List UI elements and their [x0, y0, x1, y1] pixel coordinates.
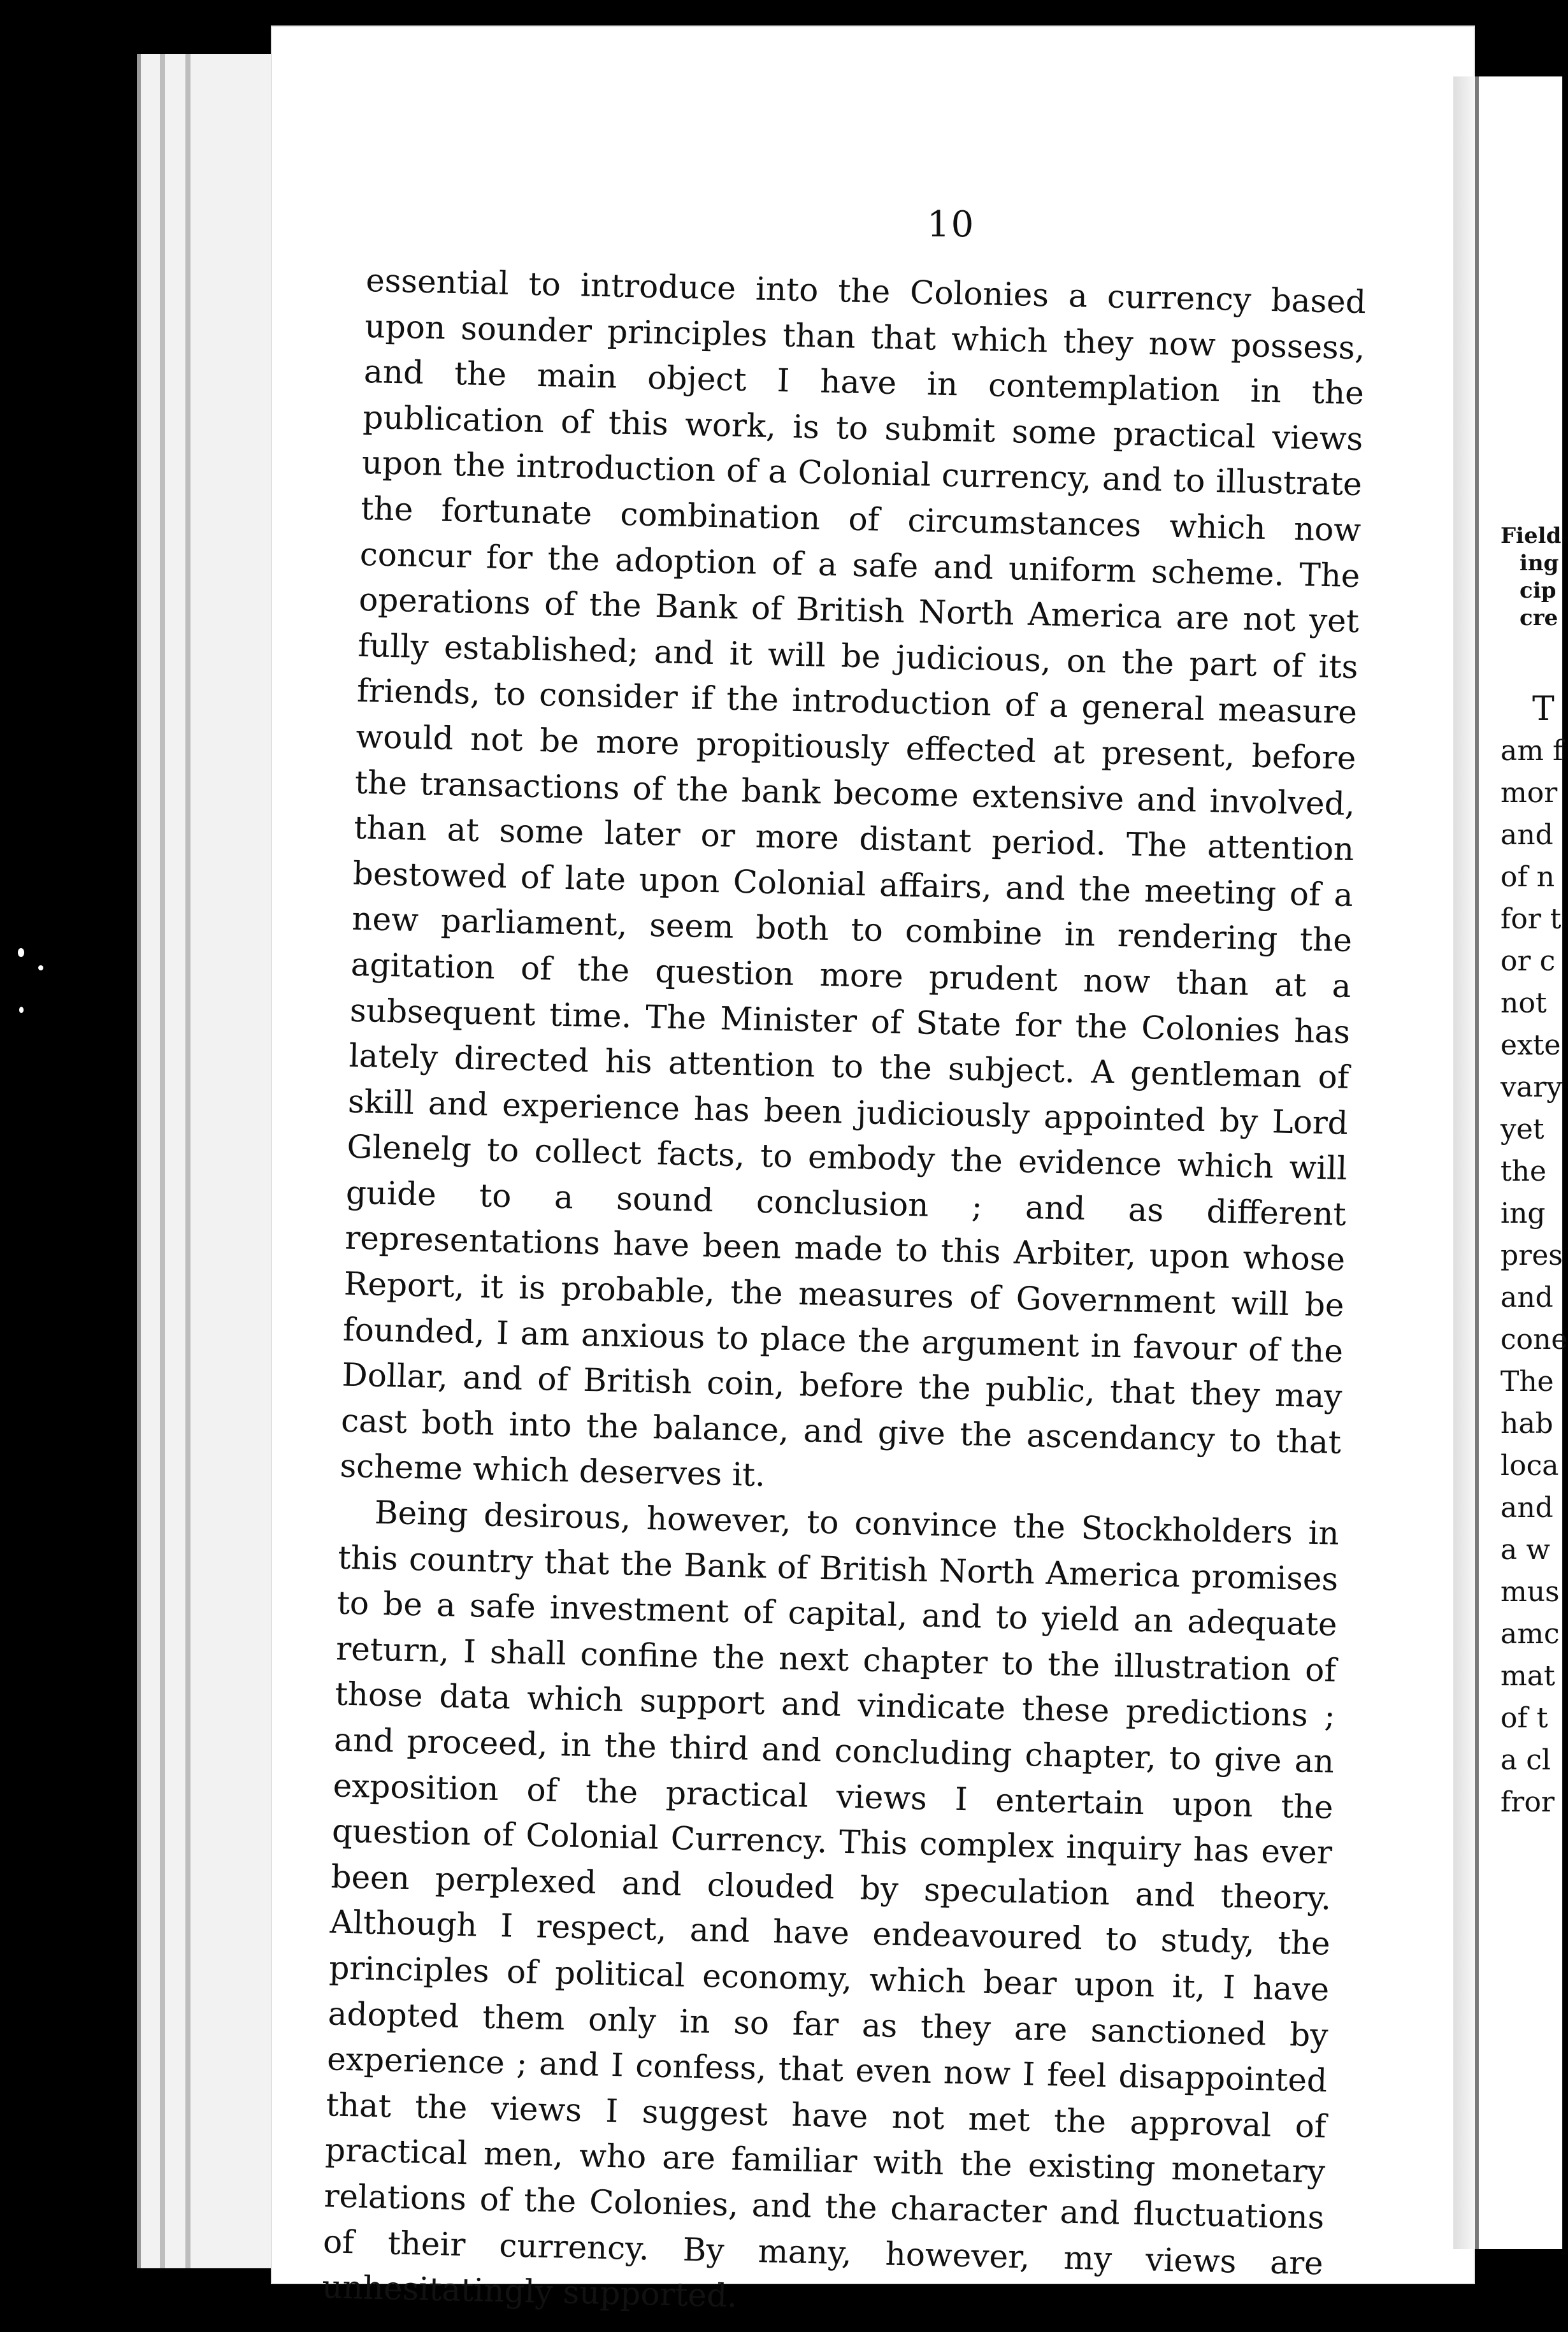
scan-speck	[18, 948, 24, 957]
facing-page-side-note	[1500, 522, 1561, 632]
facing-line: fror	[1500, 1786, 1555, 1818]
facing-line: mus	[1500, 1576, 1560, 1608]
facing-line: T	[1532, 690, 1555, 728]
page-number: 10	[927, 204, 975, 245]
page-edge-strip	[160, 54, 165, 2268]
facing-line: hab	[1500, 1407, 1553, 1440]
side-note-line: cre	[1520, 605, 1558, 631]
facing-line: of n	[1500, 861, 1555, 893]
facing-page-text	[1500, 688, 1568, 1824]
facing-line: and	[1500, 819, 1553, 851]
facing-line: the	[1500, 1155, 1547, 1188]
facing-line: The	[1500, 1365, 1554, 1398]
facing-line: amc	[1500, 1618, 1560, 1650]
side-note-line: cip	[1520, 578, 1557, 603]
facing-line: of t	[1500, 1702, 1548, 1734]
facing-line: cone	[1500, 1323, 1568, 1356]
facing-line: not	[1500, 987, 1547, 1019]
page-gutter	[1453, 76, 1475, 2249]
facing-line: for t	[1500, 903, 1562, 935]
facing-line: vary	[1500, 1071, 1562, 1104]
side-note-line: Field	[1500, 523, 1562, 549]
facing-line: mor	[1500, 777, 1558, 809]
facing-line: yet	[1500, 1113, 1544, 1146]
facing-line: mat	[1500, 1660, 1555, 1692]
facing-line: loca	[1500, 1450, 1559, 1482]
scan-speck	[38, 965, 43, 970]
scan-speck	[19, 1007, 24, 1013]
facing-line: pres	[1500, 1239, 1563, 1272]
facing-line: am f	[1500, 735, 1564, 767]
facing-line: a w	[1500, 1534, 1550, 1566]
side-note-line: ing	[1520, 551, 1559, 576]
facing-line: ing	[1500, 1197, 1546, 1230]
underlying-page-edge	[137, 54, 287, 2268]
body-text	[322, 258, 1367, 2332]
page-edge-strip	[185, 54, 191, 2268]
facing-line: exte	[1500, 1029, 1561, 1062]
facing-line: a cl	[1500, 1744, 1551, 1776]
facing-line: or c	[1500, 945, 1556, 977]
paragraph-2: Being desirous, however, to convince the Stockholders in this country that the Bank of British North America promises to be a safe investment of capital, and to yield an adequate return, I shall confine the next chapter to the illustration of those data which support and vindicate these predictions ; and proceed, in the third and concluding chapter, to give an exposition of the practical views I entertain upon the question of Colonial Currency. This complex inquiry has ever been perplexed and clouded by speculation and theory. Although I respect, and have endeavoured to study, the principles of political economy, which bear upon it, I have adopted them only in so far as they are sanctioned by experience ; and I confess, that even now I feel disappointed that the views I suggest have not met the approval of practical men, who are familiar with the existing monetary relations of the Colonies, and the character and fluctuations of their currency. By many, however, my views are unhesitatingly supported.	[321, 1493, 1340, 2315]
facing-line: and	[1500, 1281, 1553, 1314]
facing-line: and	[1500, 1492, 1553, 1524]
paragraph-1: essential to introduce into the Colonies a currency based upon sounder principles than that which they now possess, and the main object I have in contemplation in the publication of this work, is to submit some practical views upon the introduction of a Colonial currency, and to illustrate the fortunate combination of circumstances which now concur for the adoption of a safe and uniform scheme. The operations of the Bank of British North America are not yet fully established; and it will be judicious, on the part of its friends, to consider if the introduction of a general measure would not be more propitiously effected at present, before the transactions of the bank become extensive and involved, than at some later or more distant period. The attention bestowed of late upon Colonial affairs, and the meeting of a new parliament, seem both to combine in rendering the agitation of the question more prudent now than at a subsequent time. The Minister of State for the Colonies has lately directed his attention to the subject. A gentleman of skill and experience has been judiciously appointed by Lord Glenelg to collect facts, to embody the evidence which will guide to a sound conclusion ; and as different representations have been made to this Arbiter, upon whose Report, it is probable, the measures of Government will be founded, I am anxious to place the argument in favour of the Dollar, and of British coin, before the public, that they may cast both into the balance, and give the ascendancy to that scheme which deserves it.	[339, 261, 1367, 1494]
